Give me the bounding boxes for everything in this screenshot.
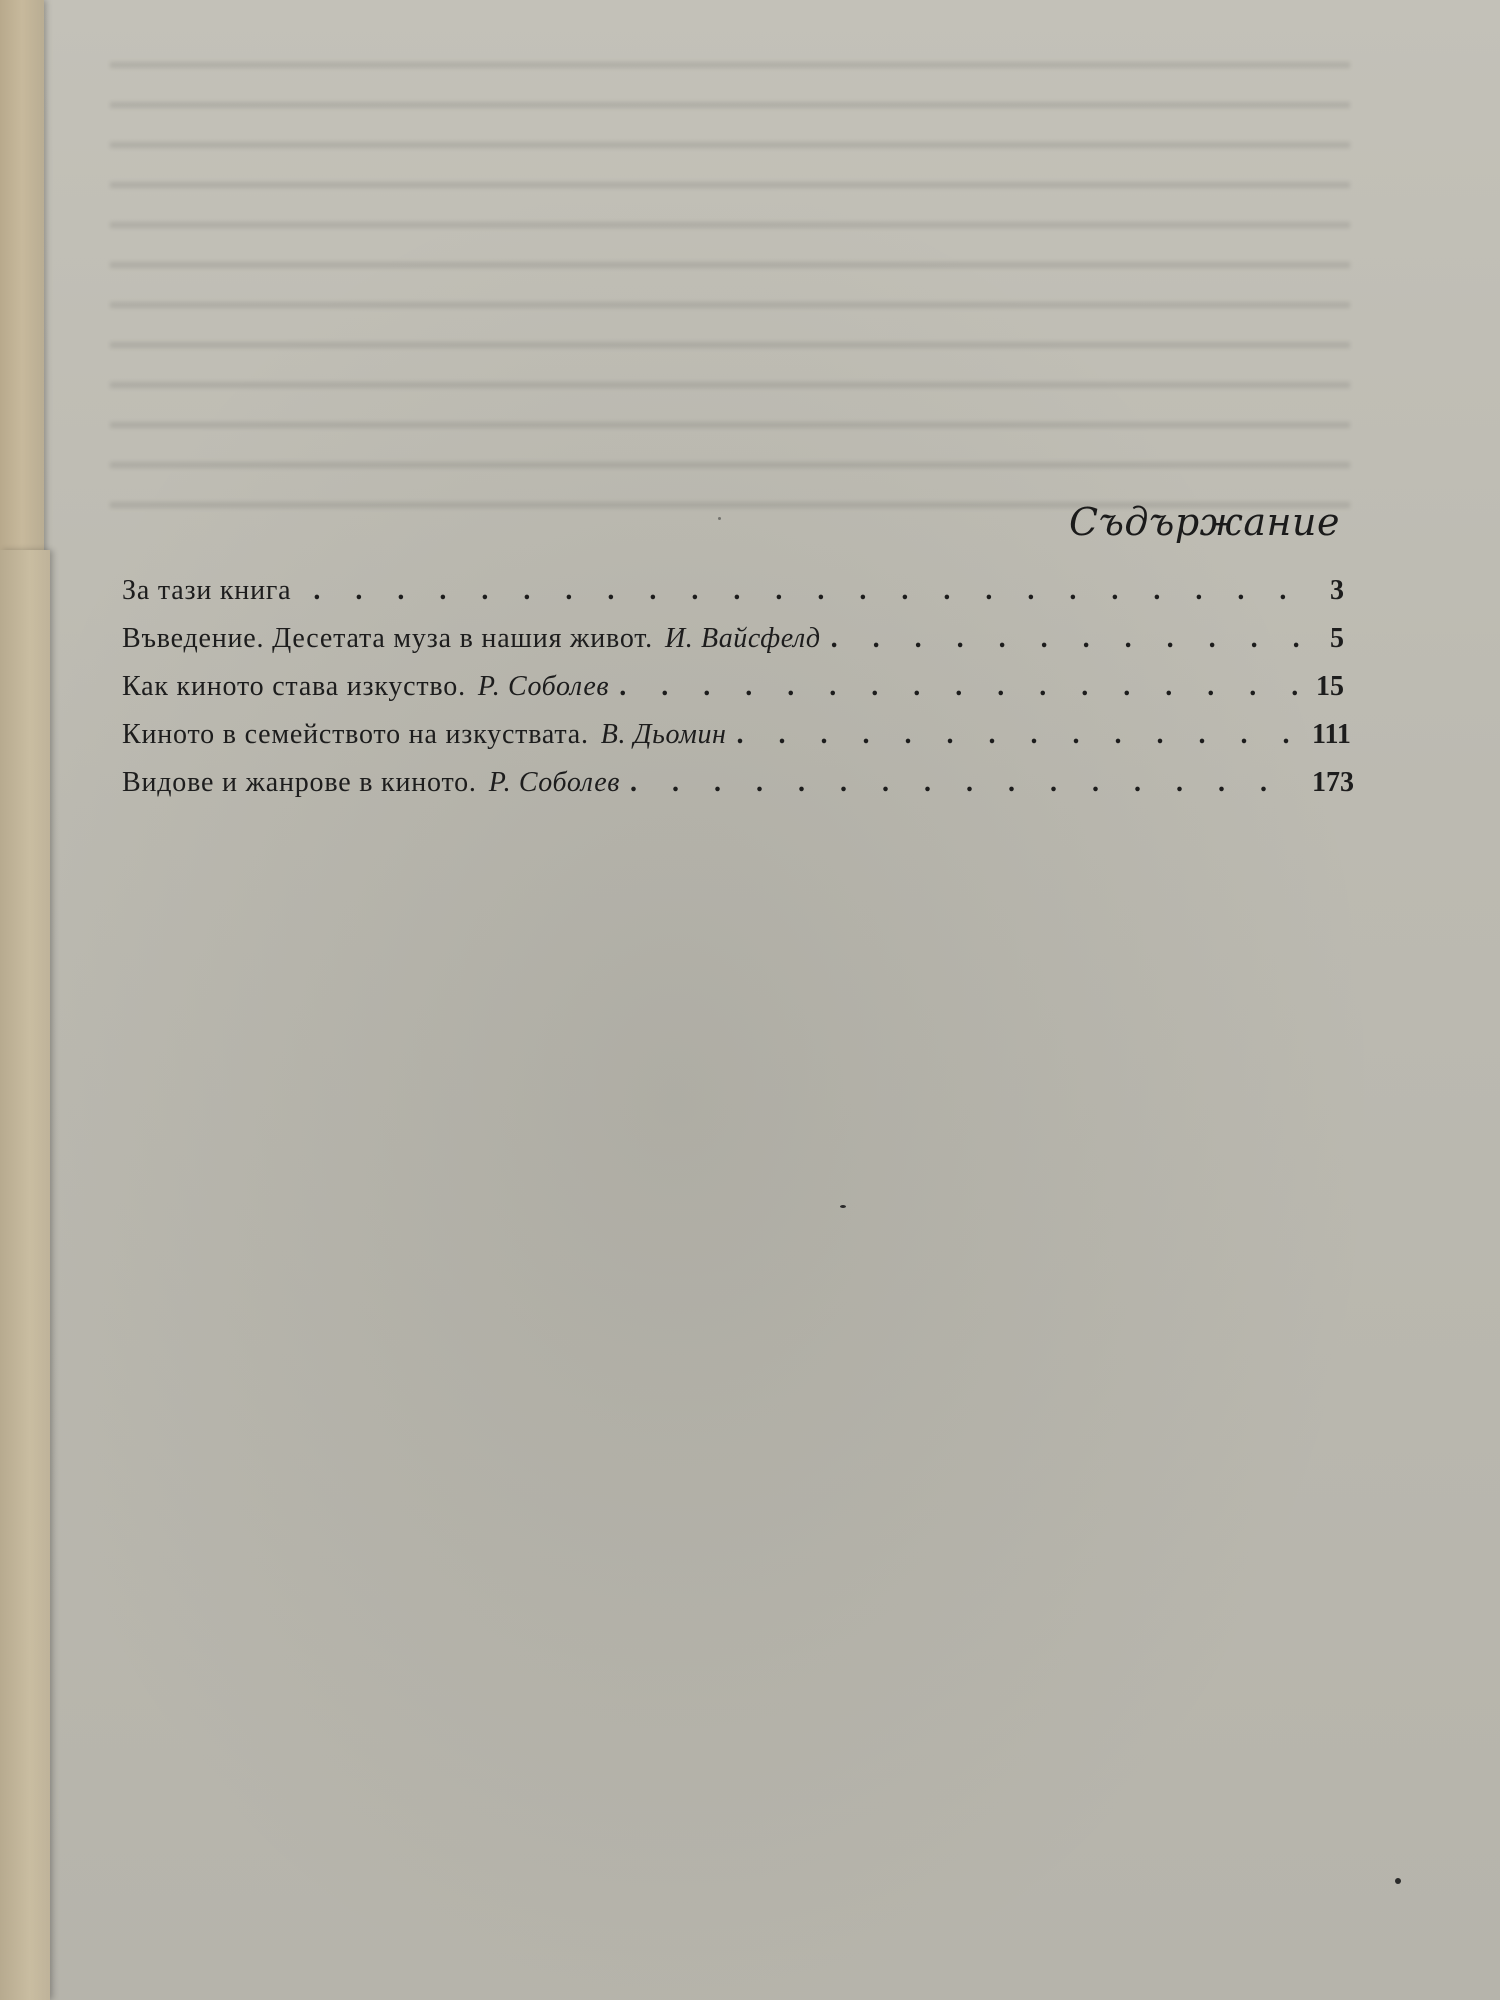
toc-entry [122,623,1344,671]
toc-entry-author: Р. Соболев [488,767,621,798]
dot-leader [630,767,1302,799]
toc-heading: Съдържание [1069,500,1340,544]
toc-entry-title: За тази книга [122,575,292,606]
dot-leader [619,671,1302,703]
paper-speck [840,1205,846,1208]
paper-speck [718,517,721,520]
toc-entry-page: 5 [1330,623,1344,654]
show-through-text [110,40,1350,540]
toc-entry-title: Киното в семейството на изкуствата. [122,719,589,750]
toc-entry-author: Р. Соболев [477,671,610,702]
toc-entry-title: Как киното става изкуство. [122,671,466,702]
toc-entry [122,719,1351,767]
dot-leader [831,623,1302,655]
toc-entry-author: И. Вайсфелд [664,623,821,654]
page-edge-lower [0,550,50,2000]
toc-entry [122,767,1354,815]
toc-entry-page: 3 [1330,575,1344,606]
toc-entry-title: Видове и жанрове в киното. [122,767,477,798]
toc-entry-page: 15 [1316,671,1344,702]
toc-entry-author: В. Дьомин [600,719,727,750]
toc-entry-page: 173 [1312,767,1354,798]
table-of-contents [122,575,1354,815]
toc-entry [122,671,1344,719]
toc-entry [122,575,1344,623]
dot-leader [737,719,1302,751]
paper-speck [1395,1878,1401,1884]
toc-entry-page: 111 [1312,719,1351,750]
dot-leader [313,575,1302,607]
toc-entry-title: Въведение. Десетата муза в нашия живот. [122,623,653,654]
